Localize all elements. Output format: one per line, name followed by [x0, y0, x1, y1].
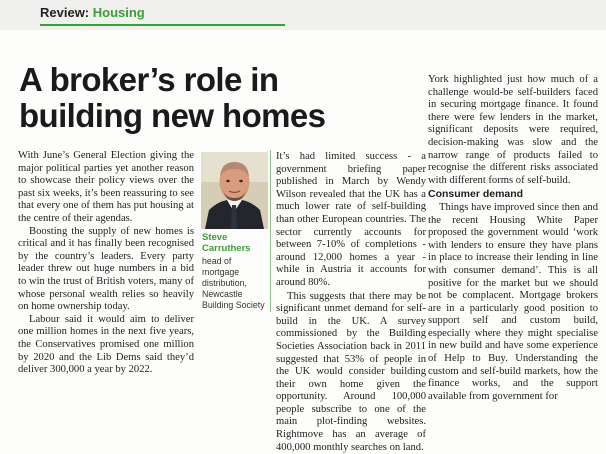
review-prefix: Review: — [40, 5, 93, 20]
review-section-label — [40, 5, 145, 20]
review-section: Housing — [92, 5, 145, 20]
author-photo — [201, 152, 268, 229]
consumer-demand-subhead: Consumer demand — [428, 188, 524, 201]
author-name: Steve Carruthers — [202, 232, 251, 254]
article-headline: A broker’s role in building new homes — [19, 61, 326, 134]
col1-paragraph: Boosting the supply of new homes is critical and it has finally been recognised by the country’s leaders. Every party leader threw out huge numbers in a bid to win the trust of British voters, many of whose personal wealth relies so heavily on home ownership today. — [18, 225, 194, 313]
col3-paragraph: It’s had limited success - a government briefing paper published in March by Wendy Wilson revealed that the UK has a much lower rate of self-building than other European countries. The sector currently accounts for between 7-10% of completions - around 12,000 homes a year - while in Austria it accounts for around 80%. — [276, 151, 426, 288]
col1-paragraph: Labour said it would aim to deliver one million homes in the next five years, the Conservatives promised one million by 2020 and the Lib Dems said they’d deliver 300,000 a year by 2022. — [18, 313, 194, 376]
column-4 — [428, 74, 598, 403]
col4-paragraph: Things have improved since then and the recent Housing White Paper proposed the government would ‘work with lenders to ensure they have plans in place to increase their lending in line with consumer demand’. This is all positive for the market but we should not be complacent. Mortgage brokers are in a particularly good position to support self and custom build, especially where they might specialise in new build and have some experience of Help to Buy. Understanding the custom and self-build markets, how the finance works, and the support available from government for — [428, 201, 598, 402]
review-underline — [40, 24, 285, 26]
caption-divider — [270, 150, 271, 312]
column-3 — [276, 151, 426, 454]
author-caption — [202, 232, 270, 311]
col3-paragraph: This suggests that there may be significant unmet demand for self-build in the UK. A survey commissioned by the Building Societies Association back in 2011 suggested that 53% of people in the UK would consider building their own home given the opportunity. Around 100,000 people subscribe to one of the main plot-finding websites. Rightmove has an average of 400,000 monthly searches on land. — [276, 290, 426, 453]
column-1 — [18, 150, 194, 377]
col4-paragraph: York highlighted just how much of a challenge would-be self-builders faced in securing mortgage finance. It found there were few lenders in the market, significant deposits were required, decision-making was slow and the narrow range of products failed to recognise the different risks associated with different forms of self-build. — [428, 74, 598, 186]
author-role: head of mortgage distribution, Newcastle Building Society — [202, 256, 265, 310]
author-portrait-image — [201, 152, 268, 229]
col1-paragraph: With June’s General Election giving the major political parties yet another reason to showcase their policy views over the past six weeks, it’s been reassuring to see that every one of them has put housing at the centre of their agendas. — [18, 150, 194, 224]
